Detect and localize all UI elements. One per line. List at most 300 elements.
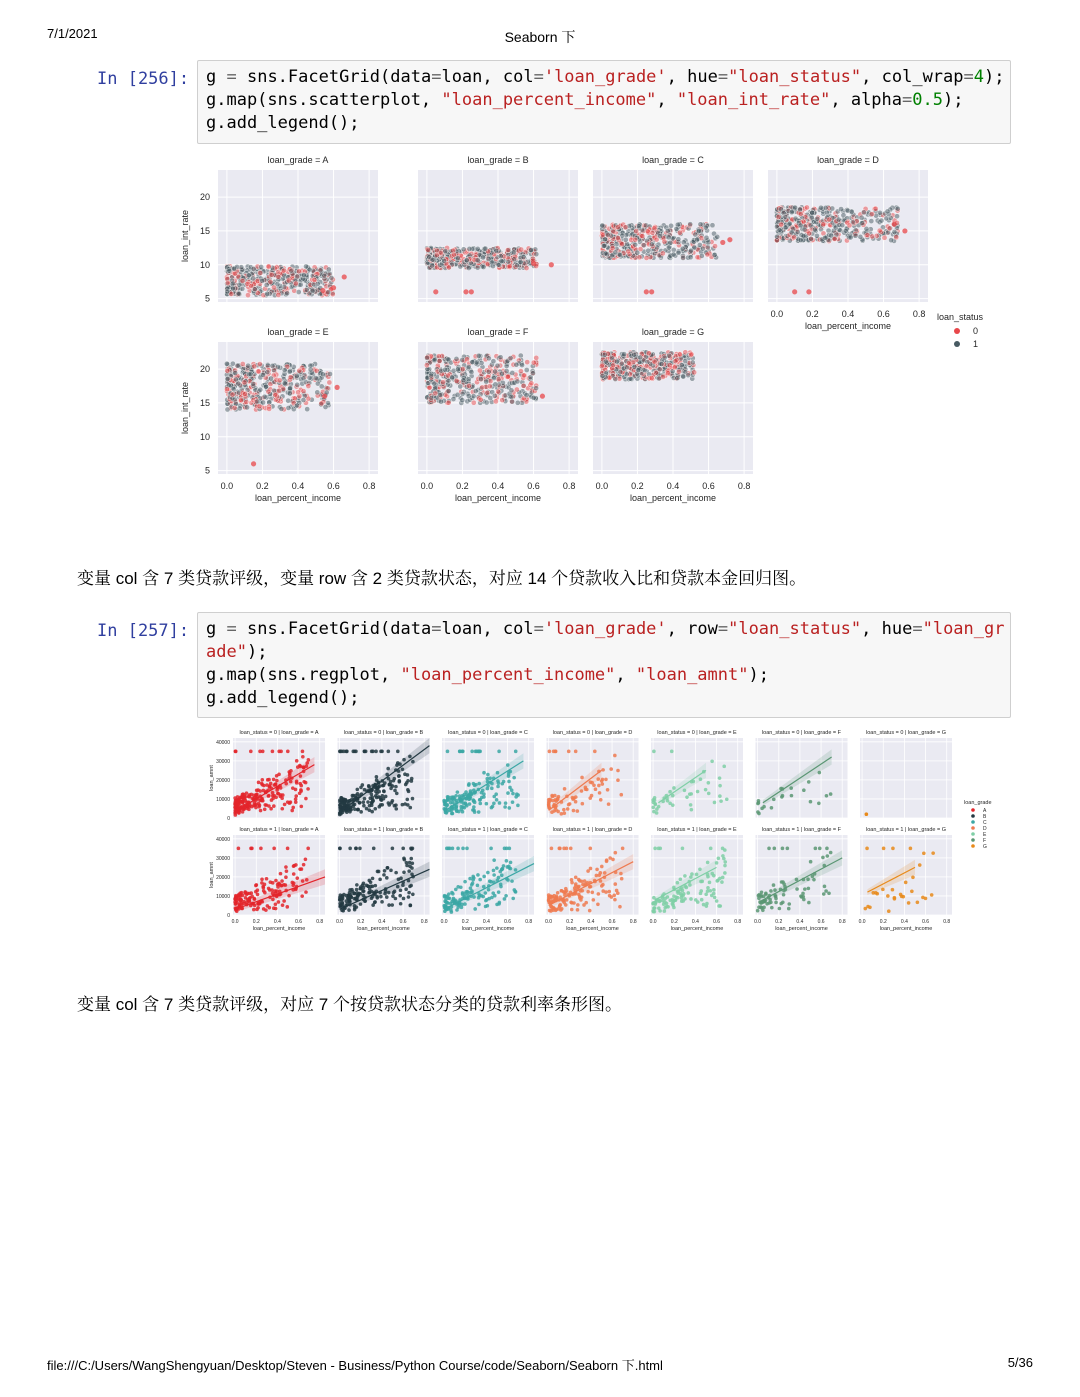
data-point xyxy=(486,773,490,777)
data-point xyxy=(303,264,308,269)
data-point xyxy=(362,804,366,808)
data-point xyxy=(602,352,607,357)
data-point xyxy=(891,888,895,892)
data-point xyxy=(286,398,291,403)
data-point xyxy=(471,878,475,882)
data-point xyxy=(371,750,375,754)
data-point xyxy=(574,875,578,879)
data-point xyxy=(267,778,271,782)
code-token: = xyxy=(902,90,913,110)
data-point xyxy=(466,383,471,388)
code-line xyxy=(206,89,1002,112)
data-point xyxy=(478,798,482,802)
data-point xyxy=(298,782,302,786)
facet-title: loan_status = 0 | loan_grade = G xyxy=(865,730,947,736)
data-point xyxy=(306,383,311,388)
data-point xyxy=(491,359,496,364)
data-point xyxy=(249,847,253,851)
data-point xyxy=(702,903,706,907)
data-point xyxy=(242,392,247,397)
data-point xyxy=(367,879,371,883)
data-point xyxy=(295,390,300,395)
data-point xyxy=(475,258,480,263)
data-point xyxy=(604,778,608,782)
data-point xyxy=(827,217,832,222)
data-point xyxy=(574,800,578,804)
x-axis-label: loan_percent_income xyxy=(254,493,342,503)
data-point xyxy=(496,389,501,394)
legend-marker xyxy=(954,341,960,347)
data-point xyxy=(623,237,628,242)
code-token: sns.FacetGrid(data xyxy=(236,619,432,639)
data-point xyxy=(406,773,410,777)
data-point xyxy=(655,811,659,815)
x-axis-label: loan_percent_income xyxy=(566,926,619,932)
data-point xyxy=(774,234,779,239)
data-point xyxy=(635,250,640,255)
data-point xyxy=(398,894,402,898)
reg-facet xyxy=(338,730,430,818)
code-token: g.add_legend(); xyxy=(206,688,360,708)
data-point xyxy=(274,907,278,911)
data-point xyxy=(255,908,259,912)
data-point xyxy=(362,886,366,890)
data-point xyxy=(676,237,681,242)
data-point xyxy=(592,898,596,902)
data-point xyxy=(715,879,719,883)
data-point xyxy=(473,810,477,814)
facet-loan_grade-C xyxy=(593,155,753,302)
code-token: g xyxy=(206,67,227,87)
data-point xyxy=(515,400,520,405)
data-point xyxy=(294,797,298,801)
data-point xyxy=(495,798,499,802)
data-point xyxy=(244,405,249,410)
data-point xyxy=(375,775,379,779)
data-point xyxy=(829,851,833,855)
data-point xyxy=(251,266,256,271)
data-point xyxy=(683,358,688,363)
data-point xyxy=(506,791,510,795)
x-tick-label: 0.8 xyxy=(562,481,576,491)
data-point xyxy=(466,377,471,382)
data-point xyxy=(487,384,492,389)
code-token: , hue xyxy=(666,67,718,87)
data-point xyxy=(284,291,289,296)
data-point xyxy=(257,361,262,366)
data-point xyxy=(706,861,710,865)
data-point xyxy=(807,780,811,784)
data-point xyxy=(556,891,560,895)
data-point xyxy=(380,798,384,802)
data-point xyxy=(447,798,451,802)
data-point xyxy=(265,291,270,296)
data-point xyxy=(233,370,238,375)
data-point xyxy=(519,247,524,252)
code-token: = xyxy=(533,67,544,87)
data-point xyxy=(666,245,671,250)
data-point xyxy=(492,869,496,873)
facet-loan_grade-D xyxy=(768,155,928,331)
data-point xyxy=(464,258,469,263)
data-point xyxy=(447,847,451,851)
data-point xyxy=(339,796,343,800)
data-point xyxy=(671,903,675,907)
data-point xyxy=(814,847,818,851)
data-point xyxy=(282,899,286,903)
data-point xyxy=(464,890,468,894)
y-tick-label: 20 xyxy=(199,192,210,203)
data-point xyxy=(499,371,504,376)
data-point xyxy=(450,891,454,895)
data-point xyxy=(772,883,776,887)
data-point xyxy=(424,363,429,368)
data-point xyxy=(792,289,797,294)
y-tick-label: 10000 xyxy=(216,796,230,803)
data-point xyxy=(446,750,450,754)
data-point xyxy=(459,805,463,809)
data-point xyxy=(224,361,229,366)
data-point xyxy=(380,900,384,904)
data-point xyxy=(581,802,585,806)
data-point xyxy=(597,892,601,896)
data-point xyxy=(320,288,325,293)
data-point xyxy=(705,245,710,250)
data-point xyxy=(836,217,841,222)
data-point xyxy=(411,861,415,865)
data-point xyxy=(712,244,717,249)
code-line xyxy=(206,618,1005,641)
code-line xyxy=(206,112,1002,135)
data-point xyxy=(477,750,481,754)
data-point xyxy=(280,879,284,883)
data-point xyxy=(715,234,720,239)
data-point xyxy=(323,404,328,409)
data-point xyxy=(274,902,278,906)
data-point xyxy=(290,809,294,813)
data-point xyxy=(530,371,535,376)
data-point xyxy=(613,882,617,886)
data-point xyxy=(798,237,803,242)
data-point xyxy=(633,242,638,247)
legend-entry: 1 xyxy=(973,339,979,349)
data-point xyxy=(723,864,727,868)
x-tick-label: 0.6 xyxy=(295,919,303,925)
data-point xyxy=(265,877,269,881)
data-point xyxy=(240,278,245,283)
data-point xyxy=(480,255,485,260)
data-point xyxy=(338,750,342,754)
data-point xyxy=(616,778,620,782)
data-point xyxy=(725,797,729,801)
data-point xyxy=(859,215,864,220)
data-point xyxy=(613,898,617,902)
data-point xyxy=(497,890,501,894)
data-point xyxy=(609,355,614,360)
data-point xyxy=(671,252,676,257)
data-point xyxy=(489,260,494,265)
y-axis-label: loan_int_rate xyxy=(180,381,190,435)
data-point xyxy=(473,388,478,393)
code-token: ); xyxy=(748,665,769,685)
data-point xyxy=(387,903,391,907)
code-token: sns.FacetGrid(data xyxy=(236,67,432,87)
x-tick-label: 0.2 xyxy=(456,481,469,491)
data-point xyxy=(718,794,722,798)
facet-title: loan_status = 1 | loan_grade = C xyxy=(448,827,528,833)
data-point xyxy=(484,899,488,903)
data-point xyxy=(715,899,719,903)
data-point xyxy=(859,220,864,225)
data-point xyxy=(515,379,520,384)
data-point xyxy=(271,285,276,290)
data-point xyxy=(712,252,717,257)
data-point xyxy=(230,286,235,291)
data-point xyxy=(693,232,698,237)
data-point xyxy=(524,393,529,398)
data-point xyxy=(812,227,817,232)
data-point xyxy=(399,888,403,892)
data-point xyxy=(463,880,467,884)
data-point xyxy=(495,866,499,870)
facet-background xyxy=(860,738,952,818)
code-token: , col_wrap xyxy=(861,67,964,87)
reg-facet xyxy=(651,730,743,818)
data-point xyxy=(437,358,442,363)
data-point xyxy=(271,750,275,754)
data-point xyxy=(402,897,406,901)
code-token: ade" xyxy=(206,642,247,662)
data-point xyxy=(382,790,386,794)
data-point xyxy=(407,790,411,794)
data-point xyxy=(476,873,480,877)
data-point xyxy=(653,802,657,806)
x-tick-label: 0.0 xyxy=(595,481,609,491)
data-point xyxy=(263,807,267,811)
data-point xyxy=(558,847,562,851)
data-point xyxy=(847,223,852,228)
code-token: , hue xyxy=(861,619,913,639)
data-point xyxy=(689,352,694,357)
code-token: , xyxy=(656,90,677,110)
code-token: "loan_amnt" xyxy=(635,665,749,685)
data-point xyxy=(460,357,465,362)
data-point xyxy=(505,248,510,253)
data-point xyxy=(492,858,496,862)
data-point xyxy=(224,386,229,391)
data-point xyxy=(276,883,280,887)
page-header-date: 7/1/2021 xyxy=(47,26,98,41)
data-point xyxy=(562,847,566,851)
data-point xyxy=(662,355,667,360)
data-point xyxy=(372,847,376,851)
code-token: g.map(sns.scatterplot, xyxy=(206,90,442,110)
data-point xyxy=(665,371,670,376)
data-point xyxy=(810,210,815,215)
data-point xyxy=(665,905,669,909)
data-point xyxy=(368,804,372,808)
data-point xyxy=(894,235,899,240)
data-point xyxy=(375,792,379,796)
data-point xyxy=(762,805,766,809)
x-axis-label: loan_percent_income xyxy=(461,926,515,932)
code-token: g.add_legend(); xyxy=(206,113,360,133)
code-token: = xyxy=(963,67,974,87)
data-point xyxy=(621,352,626,357)
data-point xyxy=(353,892,357,896)
data-point xyxy=(512,257,517,262)
data-point xyxy=(576,809,580,813)
x-tick-label: 0.8 xyxy=(734,919,742,925)
data-point xyxy=(645,229,650,234)
data-point xyxy=(692,370,697,375)
code-token: = xyxy=(912,619,923,639)
data-point xyxy=(505,859,509,863)
data-point xyxy=(807,231,812,236)
data-point xyxy=(902,228,907,233)
data-point xyxy=(244,399,249,404)
data-point xyxy=(823,205,828,210)
data-point xyxy=(478,376,483,381)
data-point xyxy=(534,252,539,257)
data-point xyxy=(257,781,261,785)
data-point xyxy=(385,895,389,899)
data-point xyxy=(361,800,365,804)
data-point xyxy=(270,798,274,802)
y-tick-label: 15 xyxy=(199,397,210,408)
x-axis-label: loan_percent_income xyxy=(629,493,717,503)
data-point xyxy=(563,811,567,815)
x-tick-label: 0.6 xyxy=(527,481,540,491)
data-point xyxy=(572,809,576,813)
data-point xyxy=(617,252,622,257)
data-point xyxy=(348,895,352,899)
data-point xyxy=(870,234,875,239)
data-point xyxy=(717,856,721,860)
data-point xyxy=(886,894,890,898)
data-point xyxy=(486,904,490,908)
legend-entry: 0 xyxy=(973,326,979,336)
data-point xyxy=(551,799,555,803)
data-point xyxy=(498,870,502,874)
data-point xyxy=(549,262,554,267)
data-point xyxy=(790,794,794,798)
data-point xyxy=(335,385,340,390)
data-point xyxy=(234,902,238,906)
data-point xyxy=(723,860,727,864)
data-point xyxy=(461,378,466,383)
data-point xyxy=(408,904,412,908)
data-point xyxy=(549,909,553,913)
code-cell-256[interactable] xyxy=(197,60,1011,144)
data-point xyxy=(595,868,599,872)
data-point xyxy=(510,399,515,404)
legend-title: loan_status xyxy=(937,312,984,322)
data-point xyxy=(237,799,241,803)
data-point xyxy=(470,359,475,364)
code-token: 0.5 xyxy=(912,90,943,110)
data-point xyxy=(241,793,245,797)
y-tick-label: 5 xyxy=(204,465,210,476)
data-point xyxy=(641,243,646,248)
data-point xyxy=(705,902,709,906)
facet-title: loan_status = 1 | loan_grade = F xyxy=(761,827,842,833)
data-point xyxy=(377,805,381,809)
data-point xyxy=(300,894,304,898)
data-point xyxy=(521,383,526,388)
data-point xyxy=(391,847,395,851)
data-point xyxy=(826,854,830,858)
data-point xyxy=(467,783,471,787)
data-point xyxy=(268,888,272,892)
data-point xyxy=(667,363,672,368)
data-point xyxy=(597,784,601,788)
data-point xyxy=(607,890,611,894)
data-point xyxy=(594,787,598,791)
facet-title: loan_grade = C xyxy=(642,155,704,165)
data-point xyxy=(458,384,463,389)
data-point xyxy=(601,243,606,248)
data-point xyxy=(251,461,256,466)
y-tick-label: 40000 xyxy=(216,836,230,843)
data-point xyxy=(551,795,555,799)
data-point xyxy=(304,797,308,801)
data-point xyxy=(358,847,362,851)
data-point xyxy=(461,847,465,851)
data-point xyxy=(411,892,415,896)
facet-title: loan_status = 1 | loan_grade = A xyxy=(239,827,319,833)
facet-title: loan_status = 1 | loan_grade = B xyxy=(343,827,424,833)
data-point xyxy=(601,782,605,786)
data-point xyxy=(329,275,334,280)
x-tick-label: 0.8 xyxy=(912,309,926,319)
data-point xyxy=(498,801,502,805)
data-point xyxy=(504,894,508,898)
data-point xyxy=(787,907,791,911)
data-point xyxy=(494,792,498,796)
data-point xyxy=(614,359,619,364)
data-point xyxy=(707,781,711,785)
data-point xyxy=(806,289,811,294)
data-point xyxy=(663,909,667,913)
data-point xyxy=(266,389,271,394)
data-point xyxy=(505,847,509,851)
data-point xyxy=(301,755,305,759)
data-point xyxy=(404,783,408,787)
data-point xyxy=(478,802,482,806)
data-point xyxy=(821,222,826,227)
data-point xyxy=(686,373,691,378)
data-point xyxy=(468,877,472,881)
data-point xyxy=(770,806,774,810)
data-point xyxy=(331,285,336,290)
reg-facet xyxy=(860,730,952,818)
data-point xyxy=(292,396,297,401)
data-point xyxy=(466,393,471,398)
code-token: , xyxy=(615,665,636,685)
data-point xyxy=(265,369,270,374)
data-point xyxy=(795,229,800,234)
data-point xyxy=(607,802,611,806)
data-point xyxy=(258,804,262,808)
data-point xyxy=(397,780,401,784)
data-point xyxy=(342,750,346,754)
code-cell-257[interactable] xyxy=(197,612,1011,718)
data-point xyxy=(918,863,922,867)
data-point xyxy=(696,790,700,794)
data-point xyxy=(461,810,465,814)
data-point xyxy=(705,252,710,257)
